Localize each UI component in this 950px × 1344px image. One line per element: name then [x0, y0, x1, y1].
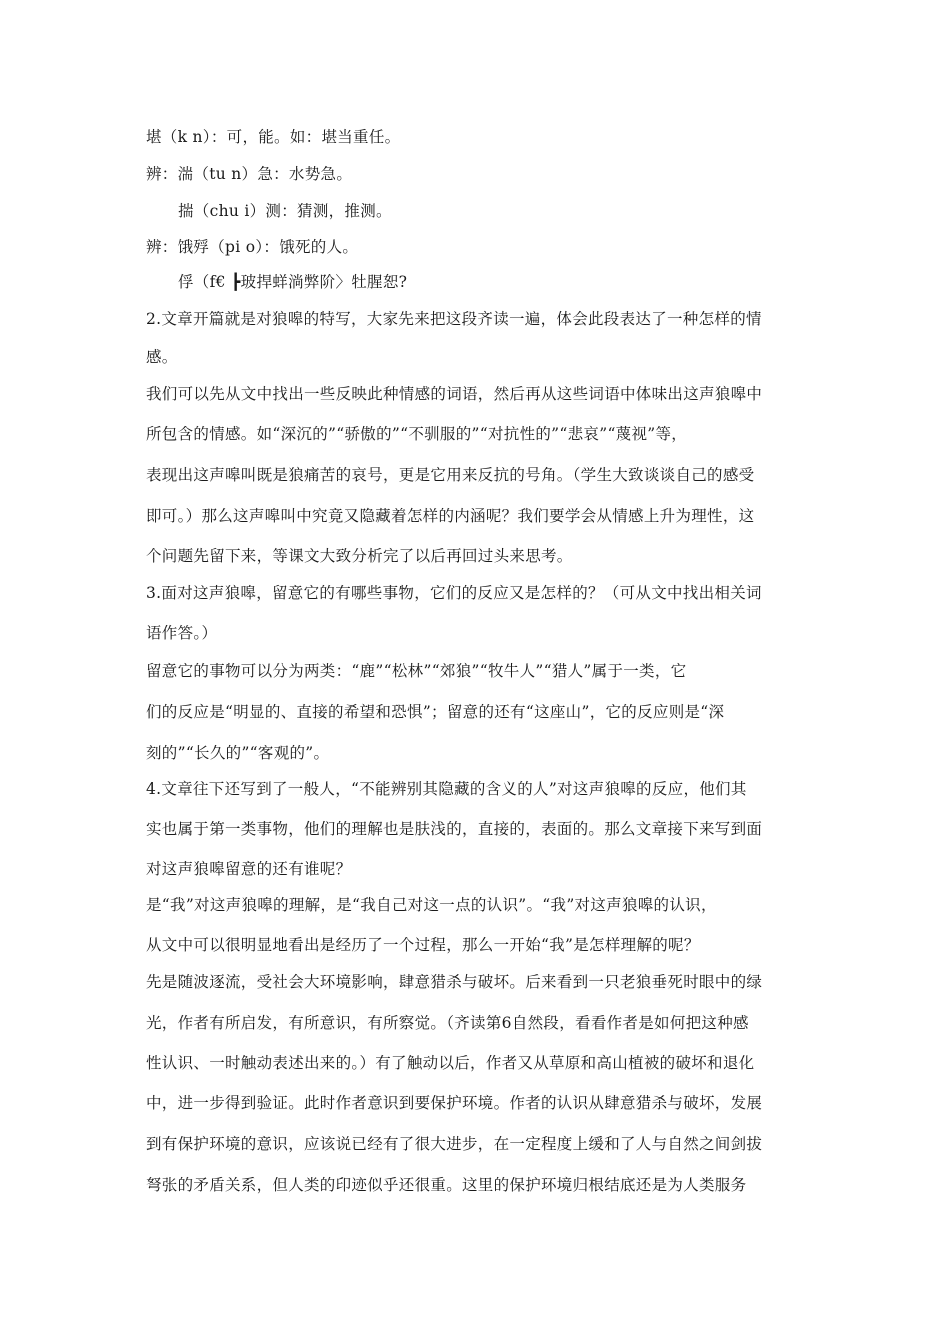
text-line: 即可。）那么这声嗥叫中究竟又隐藏着怎样的内涵呢？我们要学会从情感上升为理性，这 [146, 507, 755, 525]
text-line: 对这声狼嗥留意的还有谁呢？ [146, 860, 352, 878]
text-line: 们的反应是“明显的、直接的希望和恐惧”；留意的还有“这座山”，它的反应则是“深 [146, 703, 725, 721]
text-line: 从文中可以很明显地看出是经历了一个过程，那么一开始“我”是怎样理解的呢？ [146, 936, 700, 954]
text-line: 性认识、一时触动表述出来的。）有了触动以后，作者又从草原和高山植被的破坏和退化 [146, 1054, 755, 1072]
text-line: 2.文章开篇就是对狼嗥的特写，大家先来把这段齐读一遍，体会此段表达了一种怎样的情 [146, 310, 762, 328]
text-line: 实也属于第一类事物，他们的理解也是肤浅的，直接的，表面的。那么文章接下来写到面 [146, 820, 763, 838]
vocab-piao: 辨：饿殍（pi o）：饿死的人。 [146, 238, 359, 256]
vocab-fu: 俘（f€ ┣玻捍蛘淌弊阶〉牡腥恕? [178, 273, 408, 291]
text-line: 是“我”对这声狼嗥的理解，是“我自己对这一点的认识”。“我”对这声狼嗥的认识， [146, 896, 717, 914]
text-line: 光，作者有所启发，有所意识，有所察觉。（齐读第6自然段，看看作者是如何把这种感 [146, 1014, 749, 1032]
text-line: 弩张的矛盾关系，但人类的印迹似乎还很重。这里的保护环境归根结底还是为人类服务 [146, 1176, 747, 1194]
text-line: 语作答。） [146, 624, 218, 642]
text-line: 到有保护环境的意识，应该说已经有了很大进步，在一定程度上缓和了人与自然之间剑拔 [146, 1135, 763, 1153]
text-line: 留意它的事物可以分为两类：“鹿”“松林”“郊狼”“牧牛人”“猎人”属于一类，它 [146, 662, 687, 680]
text-line: 所包含的情感。如“深沉的”“骄傲的”“不驯服的”“对抗性的”“悲哀”“蔑视”等， [146, 425, 688, 443]
text-line: 刻的”“长久的”“客观的”。 [146, 744, 330, 762]
text-line: 感。 [146, 348, 178, 366]
vocab-chuai: 揣（chu i）测：猜测，推测。 [178, 202, 392, 220]
vocab-kan: 堪（k n）：可，能。如：堪当重任。 [146, 128, 401, 146]
text-line: 中，进一步得到验证。此时作者意识到要保护环境。作者的认识从肆意猎杀与破坏，发展 [146, 1094, 763, 1112]
vocab-tuan: 辨：湍（tu n）急：水势急。 [146, 165, 353, 183]
text-line: 先是随波逐流，受社会大环境影响，肆意猎杀与破坏。后来看到一只老狼垂死时眼中的绿 [146, 973, 763, 991]
text-line: 表现出这声嗥叫既是狼痛苦的哀号，更是它用来反抗的号角。（学生大致谈谈自己的感受 [146, 466, 755, 484]
text-line: 我们可以先从文中找出一些反映此种情感的词语，然后再从这些词语中体味出这声狼嗥中 [146, 385, 763, 403]
text-line: 个问题先留下来，等课文大致分析完了以后再回过头来思考。 [146, 547, 573, 565]
text-line: 3.面对这声狼嗥，留意它的有哪些事物，它们的反应又是怎样的？（可从文中找出相关词 [146, 584, 762, 602]
text-line: 4.文章往下还写到了一般人，“不能辨别其隐藏的含义的人”对这声狼嗥的反应，他们其 [146, 780, 747, 798]
